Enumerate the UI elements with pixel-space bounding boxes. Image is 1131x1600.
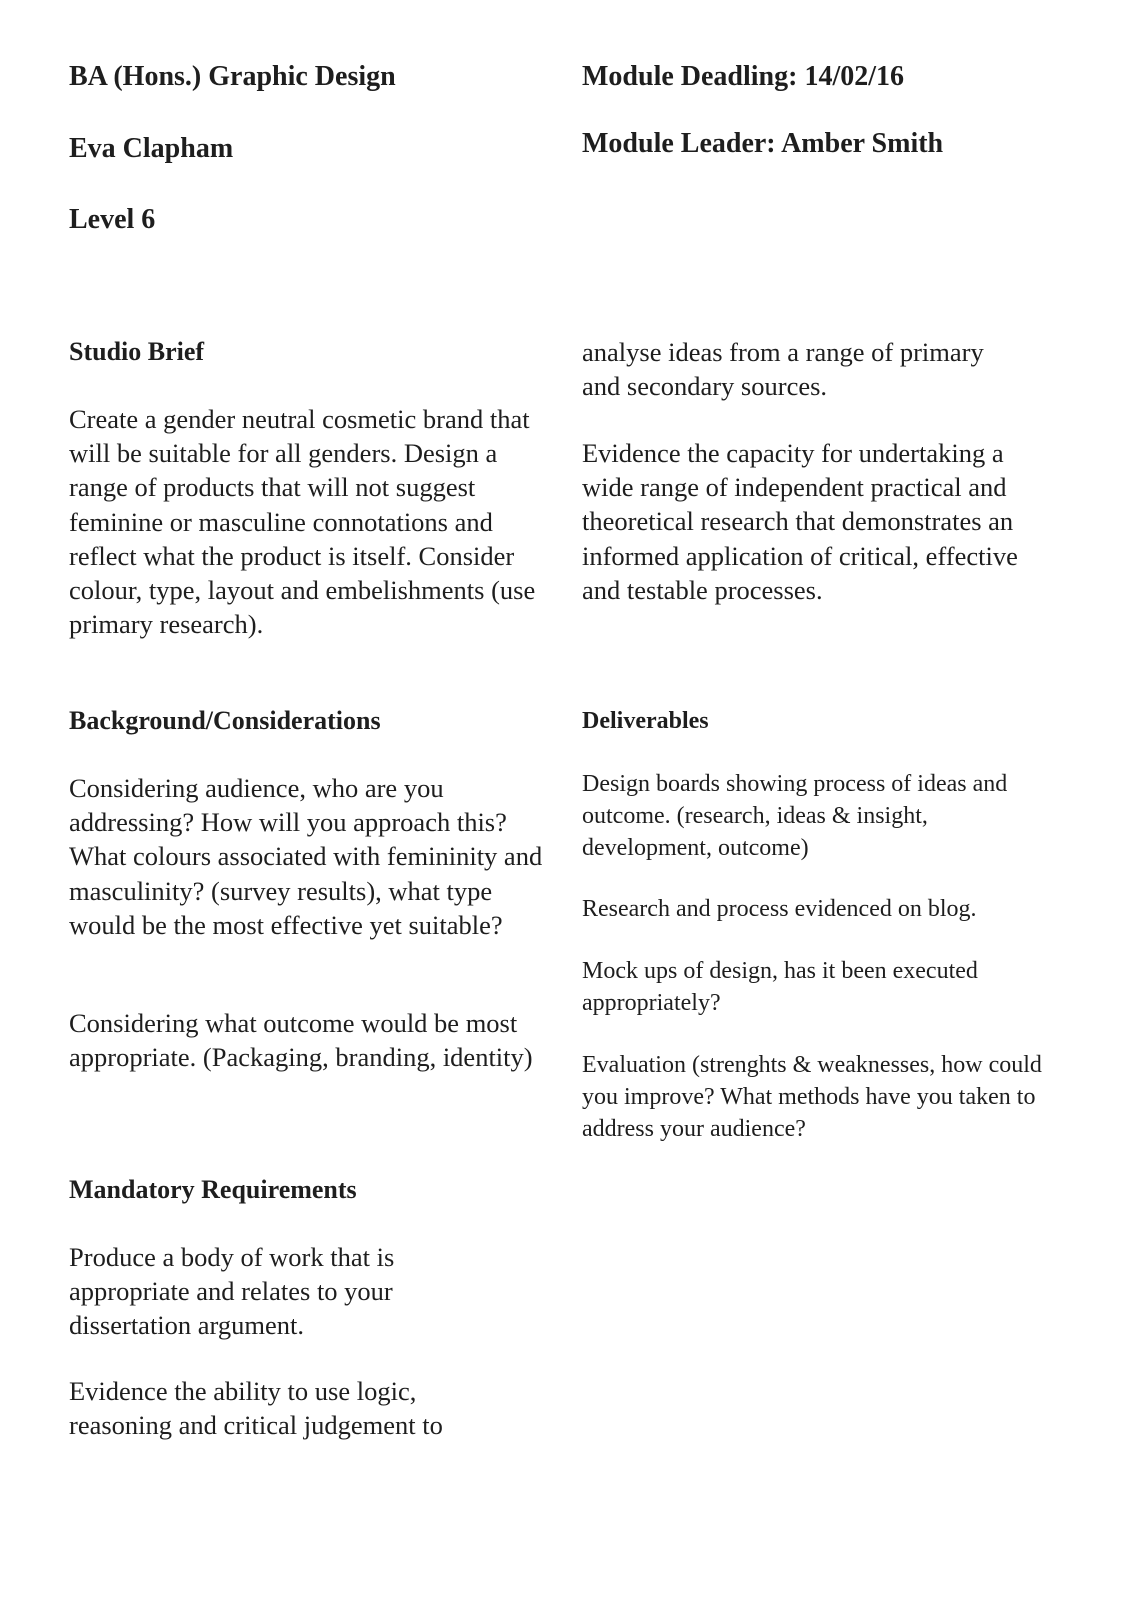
deliverables-heading: Deliverables bbox=[582, 708, 709, 734]
module-leader: Module Leader: Amber Smith bbox=[582, 128, 944, 159]
course-title: BA (Hons.) Graphic Design bbox=[69, 61, 396, 92]
deliverables-item-4: Evaluation (strenghts & weaknesses, how could you improve? What methods have you taken to address your audience? bbox=[582, 1052, 1042, 1142]
background-paragraph-2: Considering what outcome would be most appropriate. (Packaging, branding, identity) bbox=[69, 1008, 533, 1073]
mandatory-heading: Mandatory Requirements bbox=[69, 1175, 357, 1204]
studio-brief-heading: Studio Brief bbox=[69, 337, 205, 366]
module-deadline: Module Deadling: 14/02/16 bbox=[582, 61, 905, 92]
studio-brief-text: Create a gender neutral cosmetic brand that will be suitable for all genders. Design a range of products that will not suggest feminine or masculine connotations and reflect what the product is itself. Consider colour, type, layout and embelishments (use primary research). bbox=[69, 404, 536, 640]
background-heading: Background/Considerations bbox=[69, 706, 381, 735]
student-name: Eva Clapham bbox=[69, 133, 234, 164]
mandatory-paragraph-1: Produce a body of work that is appropriate and relates to your dissertation argument. bbox=[69, 1242, 395, 1341]
continued-paragraph-1: analyse ideas from a range of primary and secondary sources. bbox=[582, 337, 984, 402]
mandatory-paragraph-2: Evidence the ability to use logic, reasoning and critical judgement to bbox=[69, 1376, 443, 1441]
level: Level 6 bbox=[69, 204, 156, 235]
continued-paragraph-2: Evidence the capacity for undertaking a wide range of independent practical and theoretical research that demonstrates an informed application of critical, effective and testable processes. bbox=[582, 438, 1018, 605]
deliverables-item-3: Mock ups of design, has it been executed appropriately? bbox=[582, 958, 978, 1016]
deliverables-item-1: Design boards showing process of ideas and outcome. (research, ideas & insight, development, outcome) bbox=[582, 771, 1008, 861]
background-paragraph-1: Considering audience, who are you addressing? How will you approach this? What colours associated with femininity and masculinity? (survey results), what type would be the most effective yet suitable? bbox=[69, 773, 543, 940]
deliverables-item-2: Research and process evidenced on blog. bbox=[582, 896, 977, 922]
